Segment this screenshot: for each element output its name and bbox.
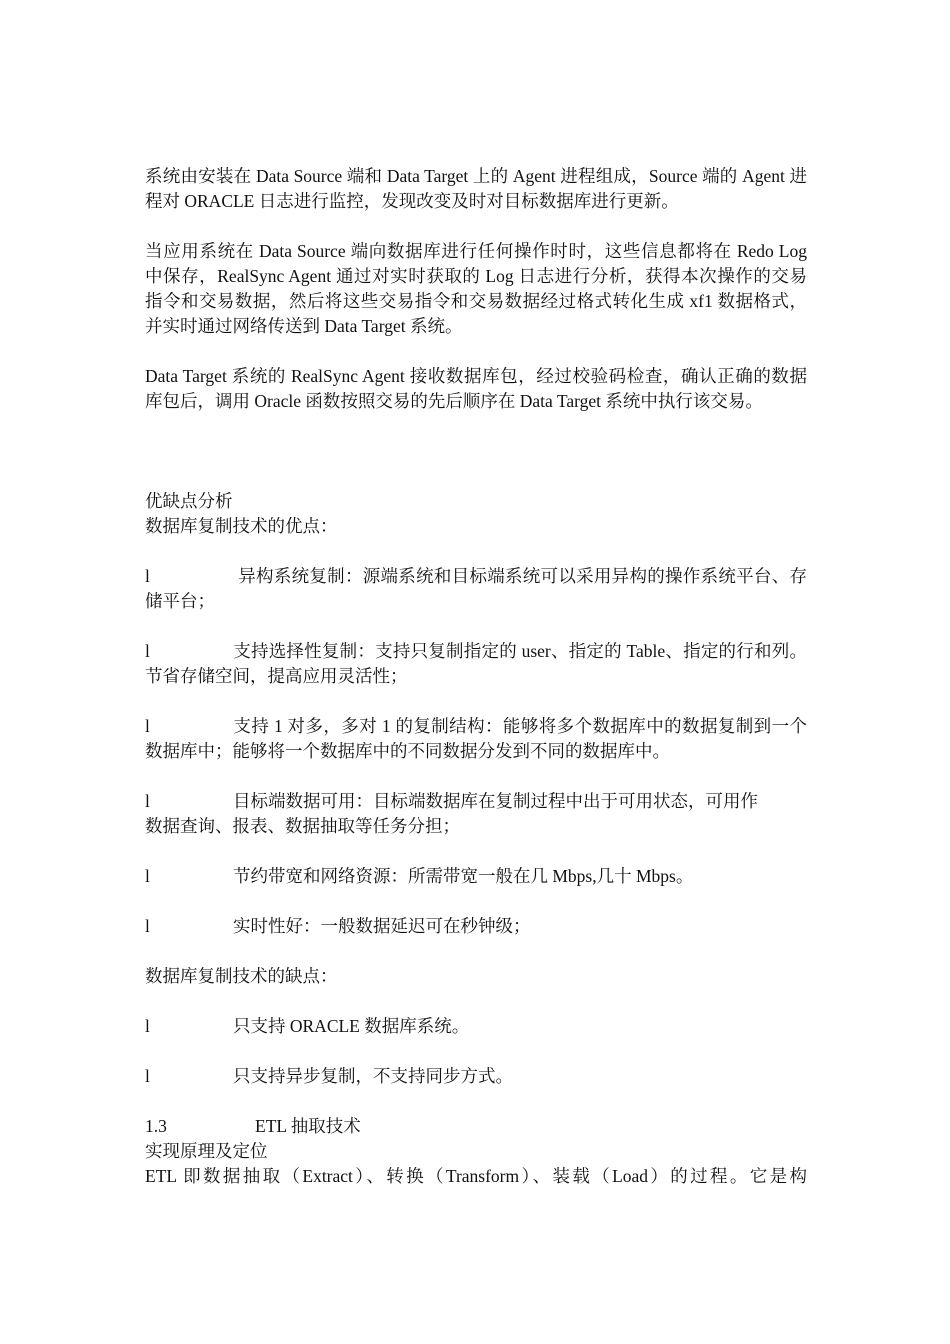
bullet-mark: l [145, 1016, 150, 1036]
section-title-pros-cons: 优缺点分析 [145, 491, 233, 511]
con-item-oracle-only [145, 1014, 807, 1039]
etl-intro: ETL 即数据抽取（Extract）、转换（Transform）、装载（Load）的过程。它是构 [145, 1166, 807, 1186]
pro-text: 支持 1 对多，多对 1 的复制结构：能够将多个数据库中的数据复制到一个数据库中；能够将一个数据库中的不同数据分发到不同的数据库中。 [145, 716, 807, 761]
con-text: 只支持异步复制，不支持同步方式。 [233, 1066, 513, 1086]
pro-text: 实时性好：一般数据延迟可在秒钟级； [233, 916, 531, 936]
bullet-mark: l [145, 566, 150, 586]
bullet-mark: l [145, 1066, 150, 1086]
pros-heading: 数据库复制技术的优点： [145, 516, 338, 536]
pro-item-target-available [145, 789, 807, 839]
bullet-mark: l [145, 791, 150, 811]
con-item-async-only [145, 1064, 807, 1089]
etl-section-number: 1.3 [145, 1116, 167, 1136]
etl-subtitle: 实现原理及定位 [145, 1141, 268, 1161]
bullet-mark: l [145, 916, 150, 936]
pro-item-heterogeneous-text [145, 564, 807, 614]
paragraph-data-target: Data Target 系统的 RealSync Agent 接收数据库包，经过校验码检查，确认正确的数据库包后，调用 Oracle 函数按照交易的先后顺序在 Data Target 系统中执行该交易。 [145, 366, 807, 411]
con-text: 只支持 ORACLE 数据库系统。 [233, 1016, 470, 1036]
pro-item-realtime [145, 914, 807, 939]
paragraph-redo-log: 当应用系统在 Data Source 端向数据库进行任何操作时时，这些信息都将在 Redo Log 中保存，RealSync Agent 通过对实时获取的 Log 日志进行分析，获得本次操作的交易指令和交易数据，然后将这些交易指令和交易数据经过格式转化生成 xf1 数据格式，并实时通过网络传送到 Data Target 系统。 [145, 241, 807, 336]
pro-text: 节约带宽和网络资源：所需带宽一般在几 Mbps,几十 Mbps。 [233, 866, 694, 886]
bullet-mark: l [145, 866, 150, 886]
pro-text: 支持选择性复制：支持只复制指定的 user、指定的 Table、指定的行和列。节省存储空间，提高应用灵活性； [145, 641, 807, 686]
etl-section-title: ETL 抽取技术 [255, 1116, 361, 1136]
etl-heading [145, 1114, 807, 1139]
document-page [145, 164, 807, 1189]
pro-text: 异构系统复制：源端系统和目标端系统可以采用异构的操作系统平台、存储平台； [145, 566, 807, 611]
bullet-mark: l [145, 716, 150, 736]
pro-text-line2: 数据查询、报表、数据抽取等任务分担； [145, 816, 460, 836]
pro-item-one-to-many [145, 714, 807, 764]
pro-item-bandwidth [145, 864, 807, 889]
paragraph-agent-overview: 系统由安装在 Data Source 端和 Data Target 上的 Agent 进程组成，Source 端的 Agent 进程对 ORACLE 日志进行监控，发现改变及时对目标数据库进行更新。 [145, 166, 807, 211]
cons-heading: 数据库复制技术的缺点： [145, 966, 338, 986]
pro-text-line1: 目标端数据可用：目标端数据库在复制过程中出于可用状态，可用作 [233, 791, 758, 811]
bullet-mark: l [145, 641, 150, 661]
pro-item-selective [145, 639, 807, 689]
